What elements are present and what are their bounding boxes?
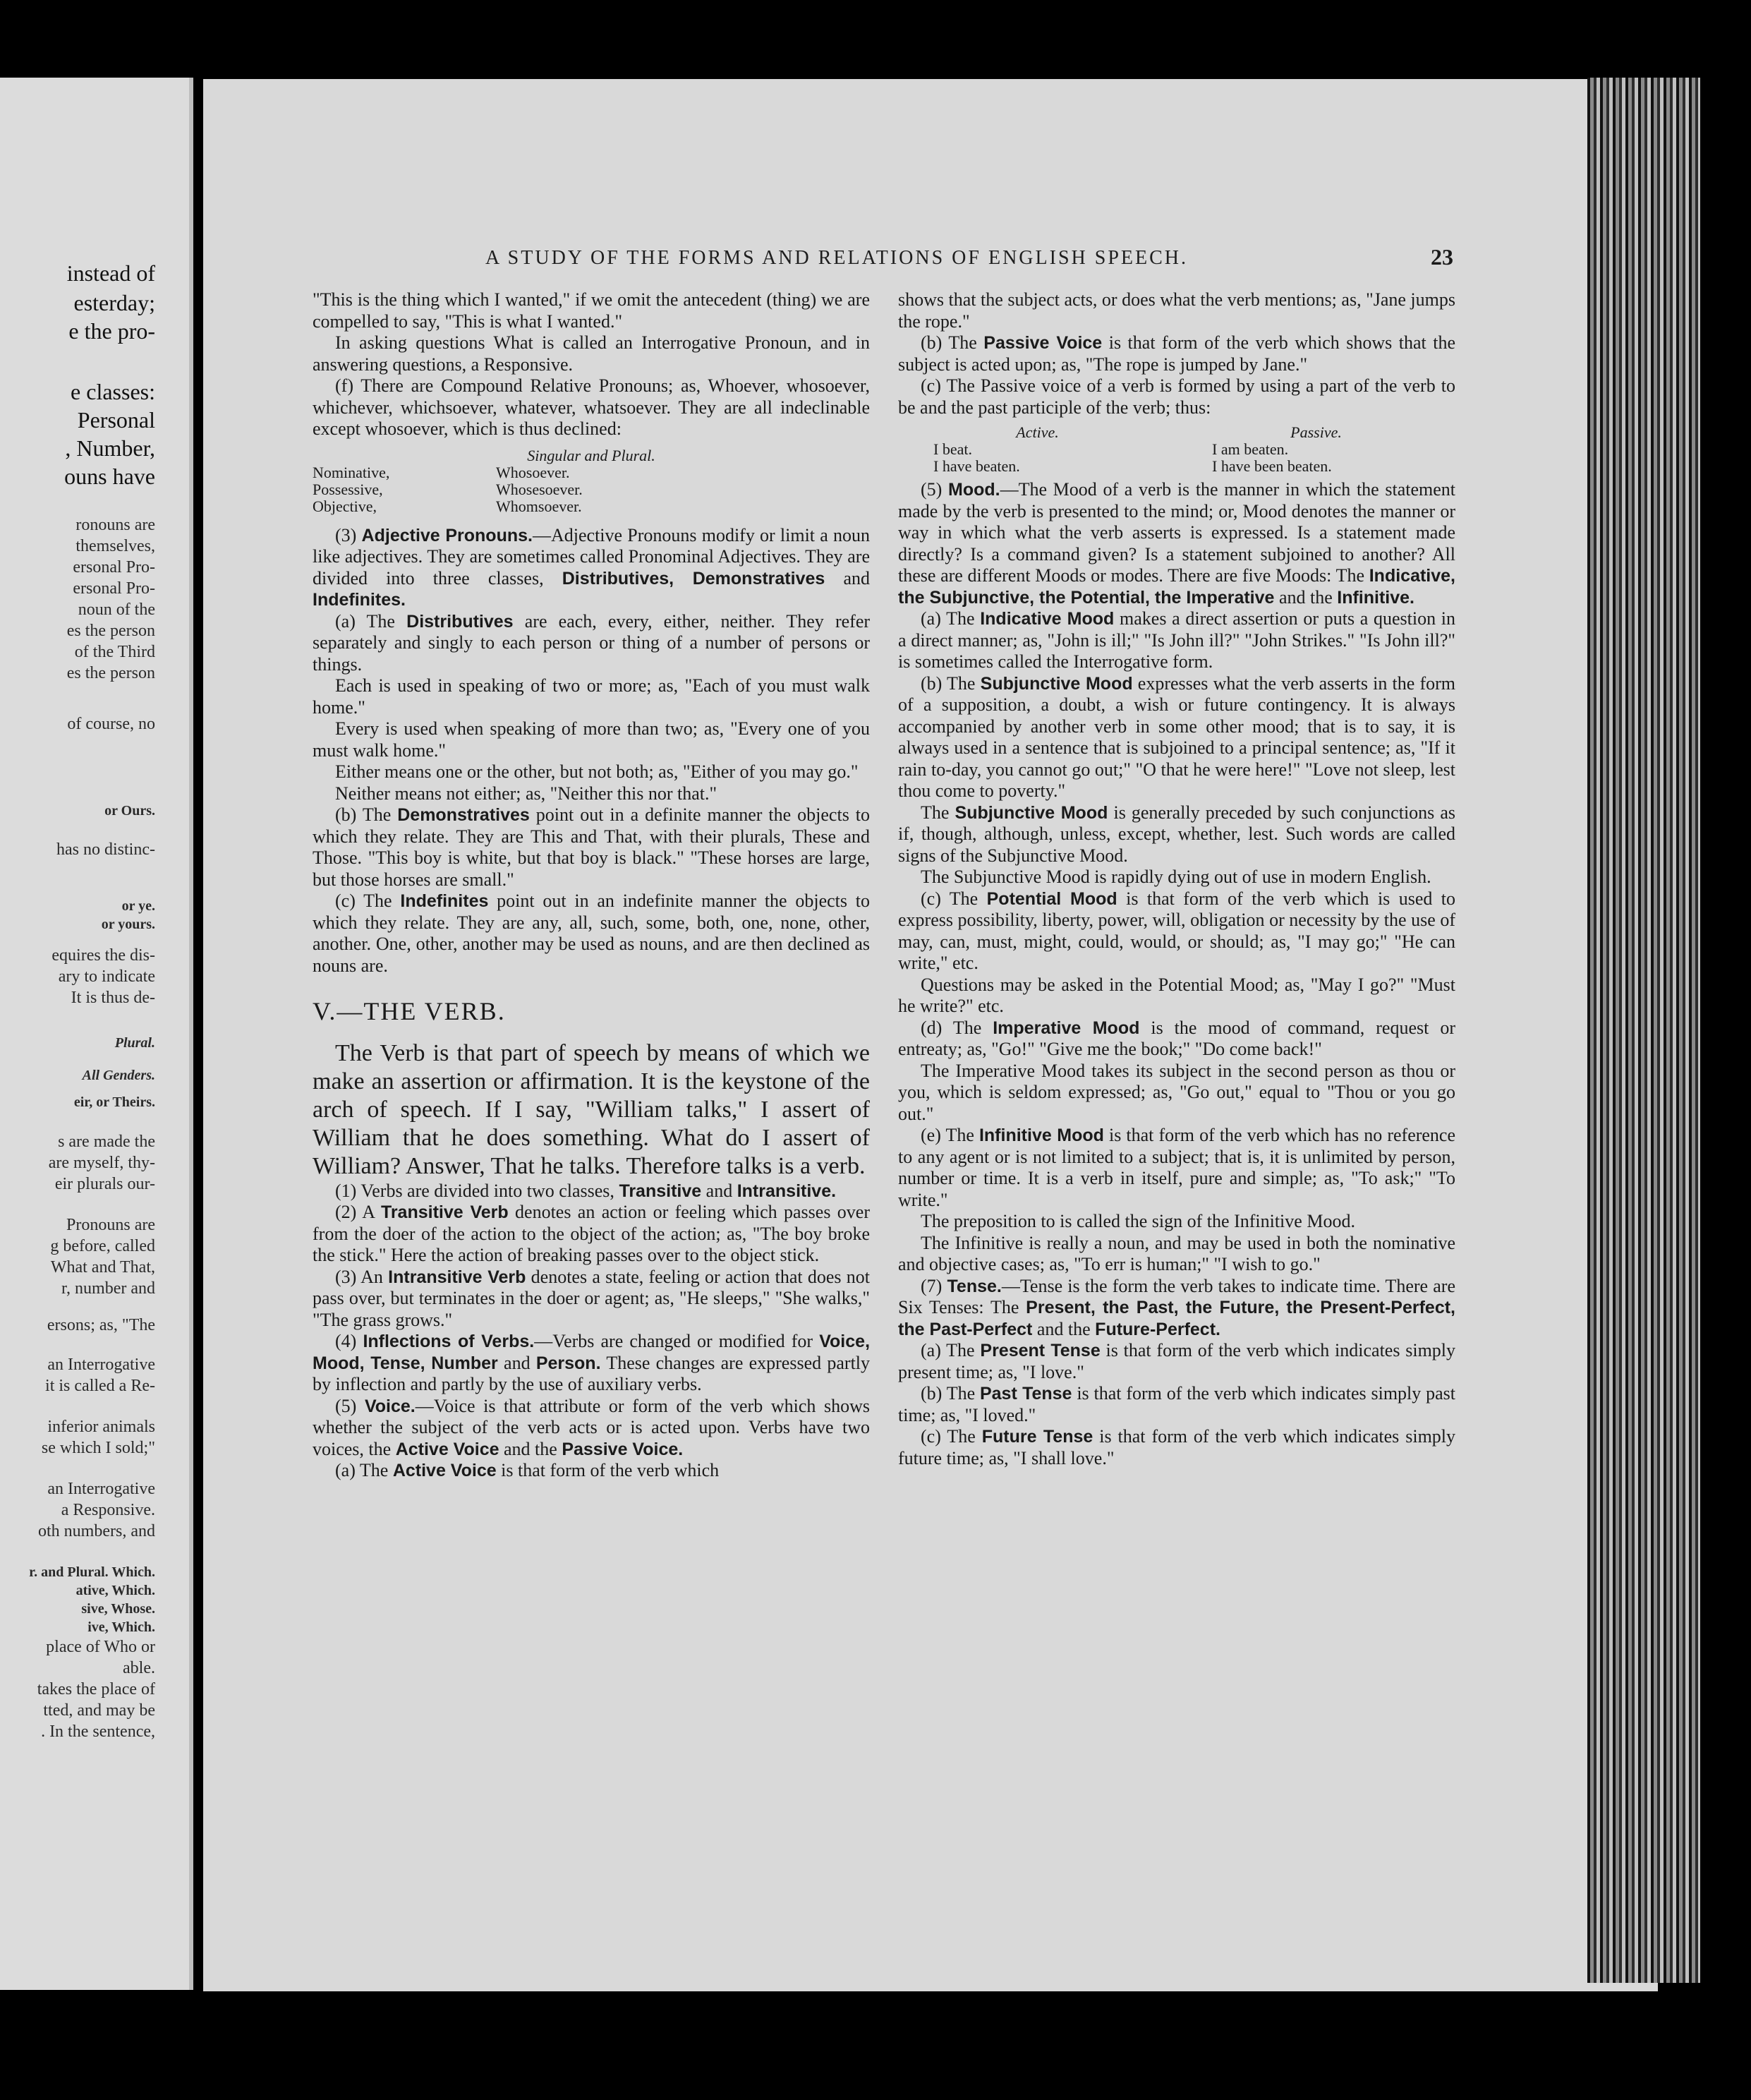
left-page-fragment: s are made the	[58, 1133, 155, 1151]
section-heading: V.—THE VERB.	[313, 997, 506, 1025]
paragraph: (b) The Passive Voice is that form of the verb which shows that the subject is acted upon; as, "The rope is jumped by Jane."	[898, 332, 1456, 375]
declension-row: Possessive, Whosesoever.	[313, 480, 583, 498]
main-page	[203, 79, 1658, 1991]
left-page-fragment: or ye.	[121, 898, 155, 914]
left-page-fragment: ersons; as, "The	[47, 1316, 155, 1334]
paragraph: "This is the thing which I wanted," if we omit the antecedent (thing) we are compelled to say, "This is what I wanted."	[313, 289, 870, 332]
paragraph: (c) The Indefinites point out in an indefinite manner the objects to which they relate. They are any, all, such, some, both, one, none, other, another. One, other, another may be used as nouns, and are then declined as nouns are.	[313, 891, 871, 976]
declension-row: Objective, Whomsoever.	[313, 497, 582, 515]
paragraph: (4) Inflections of Verbs.—Verbs are changed or modified for Voice, Mood, Tense, Number and Person. These changes are expressed partly by inflection and partly by the use of auxiliary verbs.	[313, 1331, 871, 1394]
paragraph: (f) There are Compound Relative Pronouns; as, Whoever, whosoever, whichever, whichsoever, whatever, whatsoever. They are all indeclinable except whosoever, which is thus declined:	[313, 375, 870, 439]
left-page-fragment: It is thus de-	[71, 989, 155, 1007]
left-page-fragment: e classes:	[71, 379, 155, 404]
lead-paragraph: The Verb is that part of speech by means of which we make an assertion or affirmation. It is the keystone of the arch of speech. If I say, "William talks," I assert of William that he does something. What do I assert of William? Answer, That he talks. Therefore talks is a verb.	[313, 1039, 870, 1179]
left-page-fragment: eir, or Theirs.	[73, 1094, 155, 1110]
left-page-fragment: ouns have	[64, 464, 155, 489]
left-page-fragment: ronouns are	[75, 516, 155, 534]
left-page-fragment: se which I sold;"	[41, 1439, 155, 1457]
left-column	[313, 289, 870, 1482]
declension-table	[313, 447, 870, 515]
right-column	[898, 289, 1455, 1469]
left-page-fragment: noun of the	[78, 601, 155, 619]
left-page-fragment: takes the place of	[37, 1680, 155, 1698]
running-head: A STUDY OF THE FORMS AND RELATIONS OF ENGLISH SPEECH.	[485, 247, 1188, 269]
paragraph: (5) Voice.—Voice is that attribute or form of the verb which shows whether the subject of the verb acts or is acted upon. Verbs have two voices, the Active Voice and the Passive Voice.	[313, 1395, 871, 1459]
left-page-fragment: es the person	[66, 622, 155, 640]
left-page-fragment: ersonal Pro-	[73, 579, 155, 598]
paragraph: (a) The Indicative Mood makes a direct assertion or puts a question in a direct manner; as, "John is ill;" "Is John ill?" "John Strikes." "Is John ill?" is sometimes called the Interrogative form.	[898, 608, 1456, 672]
left-page-fragment: themselves,	[75, 537, 155, 555]
paragraph: The Subjunctive Mood is generally preceded by such conjunctions as if, though, although, unless, except, whether, lest. Such words are called signs of the Subjunctive Mood.	[898, 802, 1456, 866]
left-page-fragment: an Interrogative	[47, 1356, 155, 1374]
declension-heading: Singular and Plural.	[527, 446, 655, 464]
paragraph: (d) The Imperative Mood is the mood of command, request or entreaty; as, "Go!" "Give me the book;" "Do come back!"	[898, 1017, 1455, 1059]
paragraph: Each is used in speaking of two or more; as, "Each of you must walk home."	[313, 675, 870, 718]
left-page-fragment: r. and Plural. Which.	[29, 1564, 155, 1580]
paragraph: (c) The Future Tense is that form of the verb which indicates simply future time; as, "I shall love."	[898, 1426, 1456, 1468]
left-page-fragment: r, number and	[61, 1279, 155, 1298]
left-page-fragment: sive, Whose.	[81, 1601, 155, 1617]
voice-table	[898, 424, 1455, 475]
left-page-fragment: or yours.	[101, 917, 155, 932]
left-page-fragment: ive, Which.	[87, 1619, 155, 1635]
paragraph: (a) The Distributives are each, every, either, neither. They refer separately and singly to each person or thing of a number of persons or things.	[313, 610, 871, 675]
paragraph: (5) Mood.—The Mood of a verb is the manner in which the statement made by the verb is presented to the mind; or, Mood denotes the manner or way in which what the verb asserts is expressed. Is a statement made directly? Is a command given? Is a statement subjoined to another? All these are different Moods or modes. There are five Moods: The Indicative, the Subjunctive, the Potential, the Imperative and the Infinitive.	[898, 479, 1456, 608]
page-number: 23	[1431, 244, 1453, 270]
paragraph: Every is used when speaking of more than two; as, "Every one of you must walk home."	[313, 718, 870, 761]
left-page-fragment: , Number,	[65, 435, 155, 461]
left-page-fragment: What and That,	[50, 1258, 155, 1277]
paragraph: The Subjunctive Mood is rapidly dying out of use in modern English.	[921, 867, 1431, 887]
paragraph: (2) A Transitive Verb denotes an action or feeling which passes over from the doer of the action to the object of the action; as, "The boy broke the stick." Here the action of breaking passes over to the object stick.	[313, 1202, 871, 1265]
left-page-fragment: eir plurals our-	[54, 1175, 155, 1193]
book-page-edges	[1587, 78, 1700, 1983]
paragraph: The Infinitive is really a noun, and may be used in both the nominative and objective cases; as, "To err is human;" "I wish to go."	[898, 1232, 1455, 1274]
paragraph: (b) The Demonstratives point out in a definite manner the objects to which they relate. They are This and That, with their plurals, These and Those. "This boy is white, but that boy is black." "These horses are large, but those horses are small."	[313, 804, 871, 890]
left-page-fragment: esterday;	[73, 290, 155, 315]
paragraph: Questions may be asked in the Potential Mood; as, "May I go?" "Must he write?" etc.	[898, 974, 1455, 1016]
voice-row: I beat. I am beaten.	[933, 440, 1289, 458]
voice-heading: Active. Passive.	[1016, 423, 1342, 441]
left-page-fragment: it is called a Re-	[45, 1377, 155, 1395]
left-page-fragment: e the pro-	[68, 318, 155, 344]
left-page-fragment: instead of	[66, 260, 155, 286]
left-page-fragment: place of Who or	[46, 1638, 155, 1656]
declension-row: Nominative, Whosoever.	[313, 463, 570, 481]
paragraph: Either means one or the other, but not both; as, "Either of you may go."	[335, 761, 859, 782]
left-page-fragment: Plural.	[114, 1035, 155, 1051]
paragraph: (b) The Past Tense is that form of the verb which indicates simply past time; as, "I loved."	[898, 1383, 1456, 1425]
left-page-fragment: able.	[123, 1659, 155, 1677]
left-page-fragment: ative, Which.	[75, 1583, 155, 1598]
paragraph: In asking questions What is called an Interrogative Pronoun, and in answering questions, a Responsive.	[313, 332, 870, 375]
left-page-fragment: inferior animals	[47, 1418, 155, 1436]
left-page-fragment: oth numbers, and	[38, 1522, 155, 1540]
paragraph: (3) An Intransitive Verb denotes a state, feeling or action that does not pass over, but terminates in the doer or agent; as, "He sleeps," "She walks," "The grass grows."	[313, 1266, 870, 1330]
paragraph: (e) The Infinitive Mood is that form of the verb which has no reference to any agent or is not limited to a subject; that is, it is unlimited by person, number or time. It is a verb in itself, pure and simple; as, "To ask;" "To write."	[898, 1125, 1456, 1210]
left-page-fragment: . In the sentence,	[41, 1722, 155, 1741]
left-page-fragment: of the Third	[74, 643, 155, 661]
left-page-fragment: ersonal Pro-	[73, 558, 155, 577]
paragraph: (a) The Active Voice is that form of the verb which	[335, 1460, 720, 1480]
left-page-fragment: ary to indicate	[58, 967, 155, 986]
paragraph: (7) Tense.—Tense is the form the verb takes to indicate time. There are Six Tenses: The Present, the Past, the Future, the Present-Perfect, the Past-Perfect and the Future-Perfect.	[898, 1275, 1455, 1339]
left-page-fragment: es the person	[66, 664, 155, 682]
paragraph: (1) Verbs are divided into two classes, Transitive and Intransitive.	[335, 1180, 837, 1201]
left-page-fragment: tted, and may be	[43, 1701, 155, 1720]
left-page-fragment: a Responsive.	[61, 1501, 155, 1519]
left-page-fragment: has no distinc-	[56, 840, 155, 859]
left-page-fragment: or Ours.	[104, 803, 155, 819]
left-page-fragment: an Interrogative	[47, 1480, 155, 1498]
paragraph: The preposition to is called the sign of the Infinitive Mood.	[921, 1211, 1355, 1231]
left-page-fragment: Pronouns are	[66, 1216, 155, 1234]
paragraph: (b) The Subjunctive Mood expresses what the verb asserts in the form of a supposition, a doubt, a wish or future contingency. It is always accompanied by another verb in some other mood; that is to say, it is always used in a sentence that is subjoined to a principal sentence; as, "If it rain to-day, you cannot go out;" "O that he were here!" "Love not sleep, lest thou come to poverty."	[898, 672, 1456, 801]
paragraph: (c) The Potential Mood is that form of the verb which is used to express possibility, liberty, power, will, obligation or necessity by the use of may, can, must, might, could, would, or should; as, "I may go;" "He can write," etc.	[898, 888, 1455, 973]
paragraph: Neither means not either; as, "Neither this nor that."	[335, 783, 717, 804]
left-page-fragment: Personal	[77, 407, 155, 433]
left-page-fragment: are myself, thy-	[48, 1154, 155, 1172]
voice-row: I have beaten. I have been beaten.	[933, 457, 1332, 475]
paragraph: (3) Adjective Pronouns.—Adjective Pronouns modify or limit a noun like adjectives. They are sometimes called Pronominal Adjectives. They are divided into three classes, Distributives, Demonstratives and Indefinites.	[313, 524, 870, 610]
left-facing-page	[0, 78, 193, 1990]
paragraph: The Imperative Mood takes its subject in the second person as thou or you, which is seldom expressed; as, "Go out," equal to "Thou or you go out."	[898, 1060, 1455, 1124]
left-page-fragment: of course, no	[67, 715, 155, 733]
paragraph: (c) The Passive voice of a verb is formed by using a part of the verb to be and the past participle of the verb; thus:	[898, 375, 1455, 418]
left-page-fragment: g before, called	[50, 1237, 155, 1255]
paragraph: (a) The Present Tense is that form of the verb which indicates simply present time; as, "I love."	[898, 1340, 1456, 1382]
paragraph: shows that the subject acts, or does what the verb mentions; as, "Jane jumps the rope."	[898, 289, 1455, 332]
left-page-fragment: equires the dis-	[52, 946, 155, 965]
left-page-fragment: All Genders.	[82, 1068, 155, 1083]
